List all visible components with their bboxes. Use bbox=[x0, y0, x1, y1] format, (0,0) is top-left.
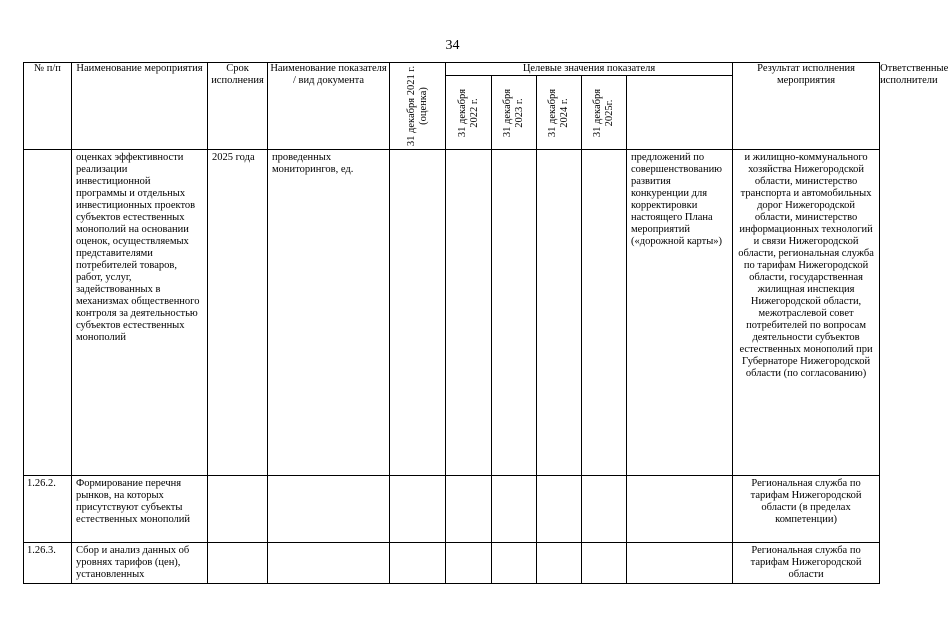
row-responsible-text: и жилищно-коммунального хозяйства Нижегородской области, министерство транспорта и автомобильных дорог Нижегородской области, министерство информационных технологий и связи Нижегородской области, региональная служба по тарифам Нижегородской области, государственная жилищная инспекция Нижегородской области, межотраслевой совет потребителей по вопросам деятельности субъектов естественных монополий при Губернаторе Нижегородской области (по согласованию) bbox=[738, 152, 874, 379]
row-indicator-text bbox=[268, 543, 389, 547]
header-result: Результат исполнения мероприятия bbox=[733, 63, 880, 150]
header-row-1: № п/п Наименование мероприятия Срок исполнения Наименование показателя / вид документа 31 декабря 2021 г. (оценка) Целевые значения показателя Результат исполнения мероприятия Ответственные исполнители bbox=[24, 63, 880, 76]
row-2023 bbox=[492, 476, 537, 543]
row-num-text: 1.26.2. bbox=[27, 478, 56, 489]
row-indicator bbox=[268, 476, 390, 543]
row-2023 bbox=[492, 150, 537, 476]
table-row bbox=[24, 543, 880, 584]
page-number: 34 bbox=[445, 38, 460, 53]
row-2024 bbox=[537, 543, 582, 584]
header-2022 bbox=[446, 76, 492, 150]
header-2025 bbox=[582, 76, 627, 150]
row-deadline bbox=[208, 150, 268, 476]
row-num-text: 1.26.3. bbox=[27, 545, 56, 556]
row-num-text bbox=[24, 150, 71, 154]
row-responsible bbox=[733, 543, 880, 584]
row-responsible bbox=[733, 476, 880, 543]
row-2021 bbox=[390, 543, 446, 584]
table-row bbox=[24, 150, 880, 476]
row-2022 bbox=[446, 543, 492, 584]
row-indicator-text: проведенных мониторингов, ед. bbox=[272, 152, 354, 175]
row-event-text: Сбор и анализ данных об уровнях тарифов (цен), установленных bbox=[76, 545, 190, 580]
row-num bbox=[24, 150, 72, 476]
row-2021 bbox=[390, 476, 446, 543]
row-2023 bbox=[492, 543, 537, 584]
row-2021 bbox=[390, 150, 446, 476]
row-deadline-text: 2025 года bbox=[212, 152, 255, 163]
row-2025 bbox=[582, 150, 627, 476]
row-event bbox=[72, 150, 208, 476]
header-2023 bbox=[492, 76, 537, 150]
header-2021-label: 31 декабря 2021 г. (оценка) bbox=[405, 65, 429, 147]
row-event bbox=[72, 476, 208, 543]
header-num: № п/п bbox=[24, 63, 72, 150]
row-indicator bbox=[268, 150, 390, 476]
row-num bbox=[24, 543, 72, 584]
row-result bbox=[627, 543, 733, 584]
row-responsible bbox=[733, 150, 880, 476]
table-row bbox=[24, 476, 880, 543]
row-deadline-text bbox=[208, 543, 267, 547]
row-2024 bbox=[537, 150, 582, 476]
row-responsible-text: Региональная служба по тарифам Нижегородской области bbox=[750, 545, 862, 580]
row-deadline bbox=[208, 476, 268, 543]
header-2021 bbox=[390, 63, 446, 150]
row-result bbox=[627, 476, 733, 543]
row-result-text bbox=[627, 543, 732, 547]
row-indicator bbox=[268, 543, 390, 584]
header-2022-label: 31 декабря 2022 г. bbox=[456, 88, 480, 137]
header-target-group: Целевые значения показателя bbox=[446, 63, 733, 76]
row-2025 bbox=[582, 476, 627, 543]
row-result bbox=[627, 150, 733, 476]
header-2024-label: 31 декабря 2024 г. bbox=[547, 88, 570, 137]
header-2025-label: 31 декабря 2025г. bbox=[592, 88, 615, 137]
row-responsible-text: Региональная служба по тарифам Нижегородской области (в пределах компетенции) bbox=[750, 478, 862, 525]
row-2022 bbox=[446, 476, 492, 543]
header-2023-label: 31 декабря 2023 г. bbox=[502, 88, 525, 137]
row-2025 bbox=[582, 543, 627, 584]
row-2024 bbox=[537, 476, 582, 543]
row-event-text: Формирование перечня рынков, на которых присутствуют субъекты естественных монополий bbox=[76, 478, 191, 525]
header-event: Наименование мероприятия bbox=[72, 63, 208, 150]
row-deadline bbox=[208, 543, 268, 584]
row-2022 bbox=[446, 150, 492, 476]
header-indicator: Наименование показателя / вид документа bbox=[268, 63, 390, 150]
header-2024 bbox=[537, 76, 582, 150]
row-event bbox=[72, 543, 208, 584]
plan-table bbox=[23, 62, 948, 584]
row-indicator-text bbox=[268, 476, 389, 480]
row-event-text: оценках эффективности реализации инвестиционной программы и отдельных инвестиционных проектов субъектов естественных монополий на основании оценок, осуществляемых представителями потребителей товаров, работ, услуг, задействованных в механизмах общественного контроля за деятельностью субъектов естественных монополий bbox=[76, 152, 200, 343]
row-deadline-text bbox=[208, 476, 267, 480]
row-result-text bbox=[627, 476, 732, 480]
row-num bbox=[24, 476, 72, 543]
header-deadline: Срок исполнения bbox=[208, 63, 268, 150]
row-result-text: предложений по совершенствованию развития конкуренции для корректировки настоящего Плана мероприятий («дорожной карты») bbox=[631, 152, 723, 247]
